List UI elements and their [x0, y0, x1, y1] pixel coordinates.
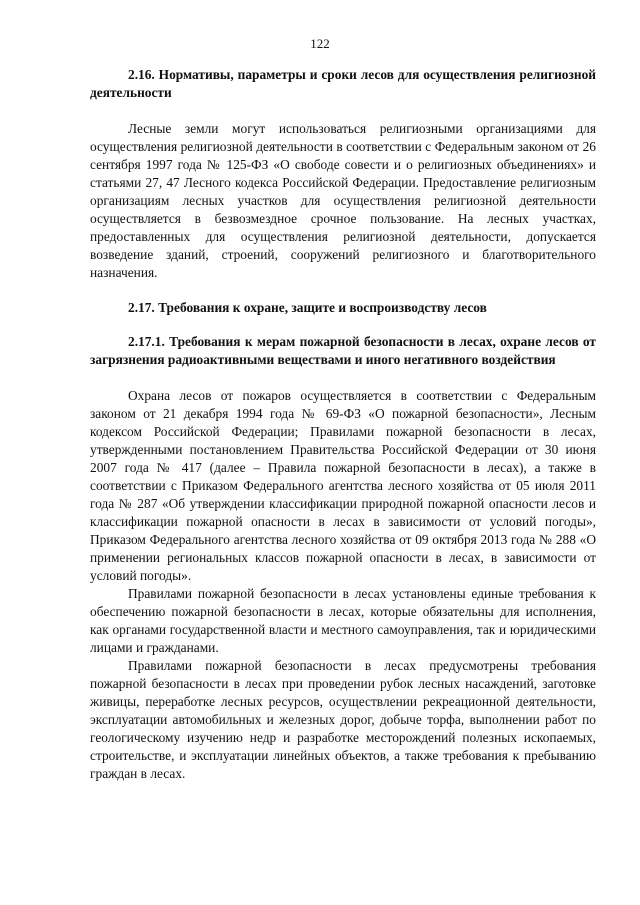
- page-content: [90, 66, 596, 783]
- paragraph-fire-protection-law: Охрана лесов от пожаров осуществляется в соответствии с Федеральным законом от 21 декабря 1994 года № 69-ФЗ «О пожарной безопасности», Лесным кодексом Российской Федерации; Правилами пожарной безопасности в лесах, утвержденными постановлением Правительства Российской Федерации от 30 июня 2007 года № 417 (далее – Правила пожарной безопасности в лесах), а также в соответствии с Приказом Федерального агентства лесного хозяйства от 05 июля 2011 года № 287 «Об утверждении классификации природной пожарной опасности лесов и классификации пожарной опасности в лесах в зависимости от условий погоды», Приказом Федерального агентства лесного хозяйства от 09 октября 2013 года № 288 «О применении региональных классов пожарной опасности в лесах, в зависимости от условий погоды».: [90, 388, 596, 583]
- section-heading-2-16: 2.16. Нормативы, параметры и сроки лесов для осуществления религиозной деятельности: [90, 67, 596, 100]
- paragraph-fire-safety-requirements: Правилами пожарной безопасности в лесах предусмотрены требования пожарной безопасности в лесах при проведении рубок лесных насаждений, заготовке живицы, переработке лесных ресурсов, осуществлении рекреационной деятельности, эксплуатации автомобильных и железных дорог, добыче торфа, выполнении работ по геологическому изучению недр и разработке месторождений полезных ископаемых, строительстве, и эксплуатации линейных объектов, а также требования к пребыванию граждан в лесах.: [90, 658, 596, 781]
- paragraph-fire-safety-rules: Правилами пожарной безопасности в лесах установлены единые требования к обеспечению пожарной безопасности в лесах, которые обязательны для исполнения, как органами государственной власти и местного самоуправления, так и юридическими лицами и гражданами.: [90, 586, 596, 655]
- section-heading-2-17-1: 2.17.1. Требования к мерам пожарной безопасности в лесах, охране лесов от загрязнения радиоактивными веществами и иного негативного воздействия: [90, 334, 596, 367]
- page-number: 122: [310, 36, 330, 51]
- section-heading-2-17: 2.17. Требования к охране, защите и воспроизводству лесов: [128, 300, 487, 315]
- paragraph-religious-use: Лесные земли могут использоваться религиозными организациями для осуществления религиозной деятельности в соответствии с Федеральным законом от 26 сентября 1997 года № 125-ФЗ «О свободе совести и о религиозных объединениях» и статьями 27, 47 Лесного кодекса Российской Федерации. Предоставление религиозным организациям лесных участков для осуществления религиозной деятельности осуществляется в безвозмездное срочное пользование. На лесных участках, предоставленных для осуществления религиозной деятельности, допускается возведение зданий, строений, сооружений религиозного и благотворительного назначения.: [90, 121, 596, 280]
